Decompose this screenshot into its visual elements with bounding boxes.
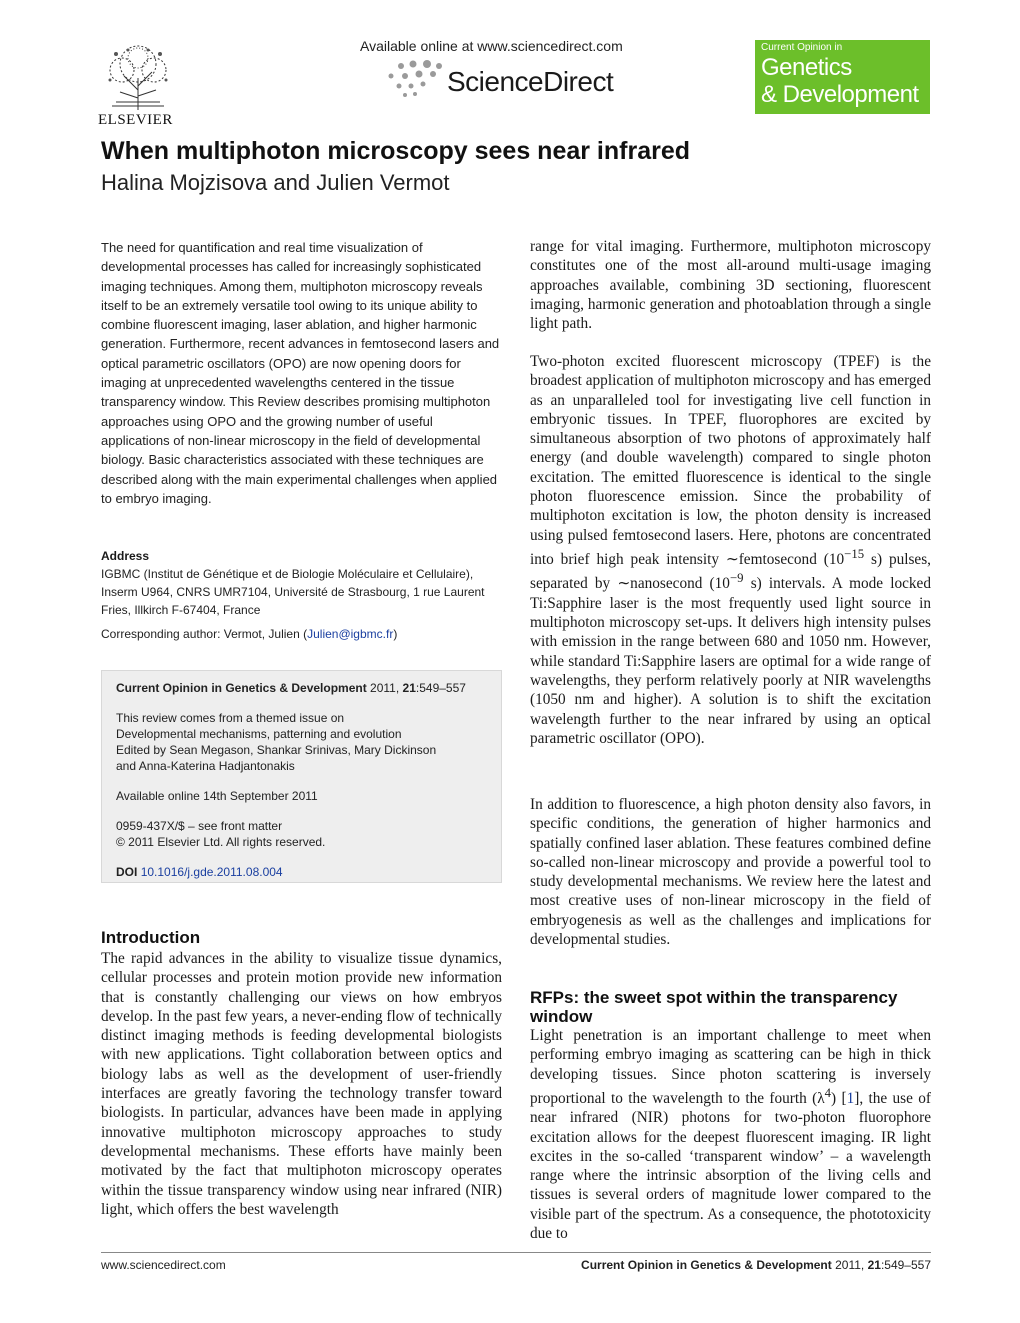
- paragraph-vital-imaging: range for vital imaging. Furthermore, multiphoton microscopy constitutes one of the most all-around multi-usage imaging approaches available, combining 3D sectioning, fluorescent imaging, harmonic generation and photoablation through a single light path.: [530, 238, 931, 333]
- abstract: The need for quantification and real time visualization of developmental processes has called for increasingly sophisticated imaging techniques. Among them, multiphoton microscopy reveals itself to be an extremely versatile tool owing to its unique ability to combine fluorescent imaging, laser ablation, and higher harmonic generation. Furthermore, recent advances in femtosecond lasers and optical parametric oscillators (OPO) are now opening doors for imaging at unprecedented wavelengths centered in the tissue transparency window. This Review describes promising multiphoton approaches using OPO and the growing number of useful applications of non-linear microscopy in the field of developmental biology. Basic characteristics associated with these techniques are described along with the main experimental challenges when applied to embryo imaging.: [101, 240, 500, 506]
- available-online-link[interactable]: Available online at www.sciencedirect.com: [360, 38, 623, 54]
- footer-pages: :549–557: [880, 1258, 931, 1272]
- introduction-body: The rapid advances in the ability to visualize tissue dynamics, cellular processes and protein motion provide new information that is constantly challenging our views on how embryos develop. In the past few years, a never-ending flow of technically distinct imaging methods is feeding developmental biologists with new applications. Tight collaboration between optics and biology labs as well as the development of user-friendly interfaces are greatly favoring the technology transfer toward biologists. In particular, advances have been made in applying innovative multiphoton microscopy approaches to study developmental mechanisms. These efforts have mainly been motivated by the fact that multiphoton microscopy operates within the tissue transparency window using near infrared (NIR) light, which offers the best wavelength: [101, 950, 502, 1218]
- tpef-exponent-1: −15: [844, 546, 865, 561]
- journal-logo[interactable]: [755, 40, 930, 114]
- corresponding-suffix: ): [393, 627, 398, 641]
- reference-link-1[interactable]: 1: [846, 1089, 855, 1107]
- doi-label: DOI: [116, 865, 138, 879]
- address-label: Address: [101, 549, 150, 563]
- tpef-text-c: s) intervals. A mode locked Ti:Sapphire laser is the most frequently used light source in multiphoton microscopy set-ups. It delivers high intensity pulses with emission in the range between 680 and 1050 nm. However, while standard Ti:Sapphire lasers are optimal for a wide range of wavelengths, they perform relatively poorly at NIR wavelengths (1050 nm and higher). A solution is to shift the excitation wavelength further to the near infrared by using an optical parametric oscillator (OPO).: [530, 575, 931, 747]
- publisher-name: ELSEVIER: [98, 112, 173, 128]
- footer-journal: Current Opinion in Genetics & Development: [581, 1258, 832, 1272]
- footer-year: 2011,: [835, 1258, 865, 1272]
- elsevier-logo: [98, 40, 180, 130]
- info-journal-name: Current Opinion in Genetics & Development: [116, 681, 367, 695]
- corresponding-author: [101, 627, 397, 641]
- paragraph-nonlinear: In addition to fluorescence, a high photon density also favors, in specific conditions, the generation of higher harmonics and spatially confined laser ablation. These features combined define so-called non-linear microscopy and provide a powerful tool to study developmental mechanisms. We review here the latest and most creative uses of non-linear microscopy in the field of embryogenesis as well as the challenges and implications for developmental studies.: [530, 796, 931, 949]
- email-link[interactable]: Julien@igbmc.fr: [307, 627, 394, 641]
- info-pages: :549–557: [415, 681, 466, 695]
- paragraph-light-penetration: [530, 1026, 931, 1243]
- article-info-box: [101, 670, 502, 883]
- doi-link[interactable]: 10.1016/j.gde.2011.08.004: [140, 865, 283, 879]
- tpef-text-b: s) pulses, separated by ∼nanosecond (10: [530, 551, 932, 593]
- footer-divider: [101, 1252, 931, 1253]
- themed-issue-line1: This review comes from a themed issue on: [116, 711, 345, 725]
- info-volume: 21: [402, 681, 416, 695]
- footer-volume: 21: [867, 1258, 881, 1272]
- doi-line: [116, 864, 487, 880]
- available-online-date: Available online 14th September 2011: [116, 789, 318, 803]
- issn-line: 0959-437X/$ – see front matter: [116, 819, 283, 833]
- footer-website[interactable]: www.sciencedirect.com: [101, 1258, 226, 1272]
- footer-citation: [581, 1258, 931, 1272]
- journal-logo-line2: Genetics: [761, 54, 852, 81]
- light-text-c: ], the use of near infrared (NIR) photons for two-photon fluorophore excitation allows for the deepest fluorescent imaging. IR light excites in the so-called ‘transparent window’ – a wavelength range where the intrinsic absorption of the living cells and tissues is several orders of magnitude lower compared to the visible part of the spectrum. As a consequence, the phototoxicity due to: [530, 1089, 932, 1243]
- editors-line2: and Anna-Katerina Hadjantonakis: [116, 759, 295, 773]
- journal-logo-line1: Current Opinion in: [761, 42, 843, 53]
- paragraph-tpef: [530, 352, 931, 748]
- introduction-heading: Introduction: [101, 928, 201, 947]
- editors-line1: Edited by Sean Megason, Shankar Srinivas, Mary Dickinson: [116, 743, 437, 757]
- themed-issue-line2: Developmental mechanisms, patterning and evolution: [116, 727, 402, 741]
- tpef-exponent-2: −9: [729, 571, 744, 586]
- info-year: 2011,: [370, 681, 400, 695]
- lambda-exponent: 4: [824, 1085, 832, 1100]
- address-text: IGBMC (Institut de Génétique et de Biologie Moléculaire et Cellulaire), Inserm U964, CNRS UMR7104, Université de Strasbourg, 1 rue Laurent Fries, Illkirch F-67404, France: [101, 567, 485, 617]
- rfp-section-heading: RFPs: the sweet spot within the transparency window: [530, 988, 898, 1026]
- article-title: When multiphoton microscopy sees near infrared: [101, 137, 691, 165]
- sciencedirect-logo-text[interactable]: ScienceDirect: [447, 66, 614, 97]
- copyright-line: © 2011 Elsevier Ltd. All rights reserved.: [116, 835, 326, 849]
- journal-logo-line3: & Development: [761, 81, 919, 108]
- journal-reference: [116, 680, 487, 696]
- light-text-a: Light penetration is an important challenge to meet when performing embryo imaging as scattering can be high in thick developing tissues. Since photon scattering is inversely proportional to the wavelength to the fourth (λ: [530, 1027, 931, 1107]
- elsevier-tree-icon: [102, 40, 174, 112]
- corresponding-prefix: Corresponding author: Vermot, Julien (: [101, 627, 308, 641]
- article-authors: Halina Mojzisova and Julien Vermot: [101, 170, 450, 195]
- tpef-text-a: Two-photon excited fluorescent microscopy (TPEF) is the broadest application of multiphoton microscopy and has emerged as an unparalleled tool for investigating live cell function in embryonic tissues. In TPEF, fluorophores are excited by simultaneous absorption of two photons of approximately half energy (and double wavelength) compared to single photon excitation. The emitted fluorescence is identical to the single photon fluorescence emission. Since the probability of multiphoton excitation is low, the photon density is increased using pulsed femtosecond lasers. Here, photons are concentrated into brief high peak intensity ∼femtosecond (10: [530, 353, 931, 569]
- light-text-b: ) [: [831, 1089, 847, 1107]
- sciencedirect-dots-icon: [385, 58, 445, 100]
